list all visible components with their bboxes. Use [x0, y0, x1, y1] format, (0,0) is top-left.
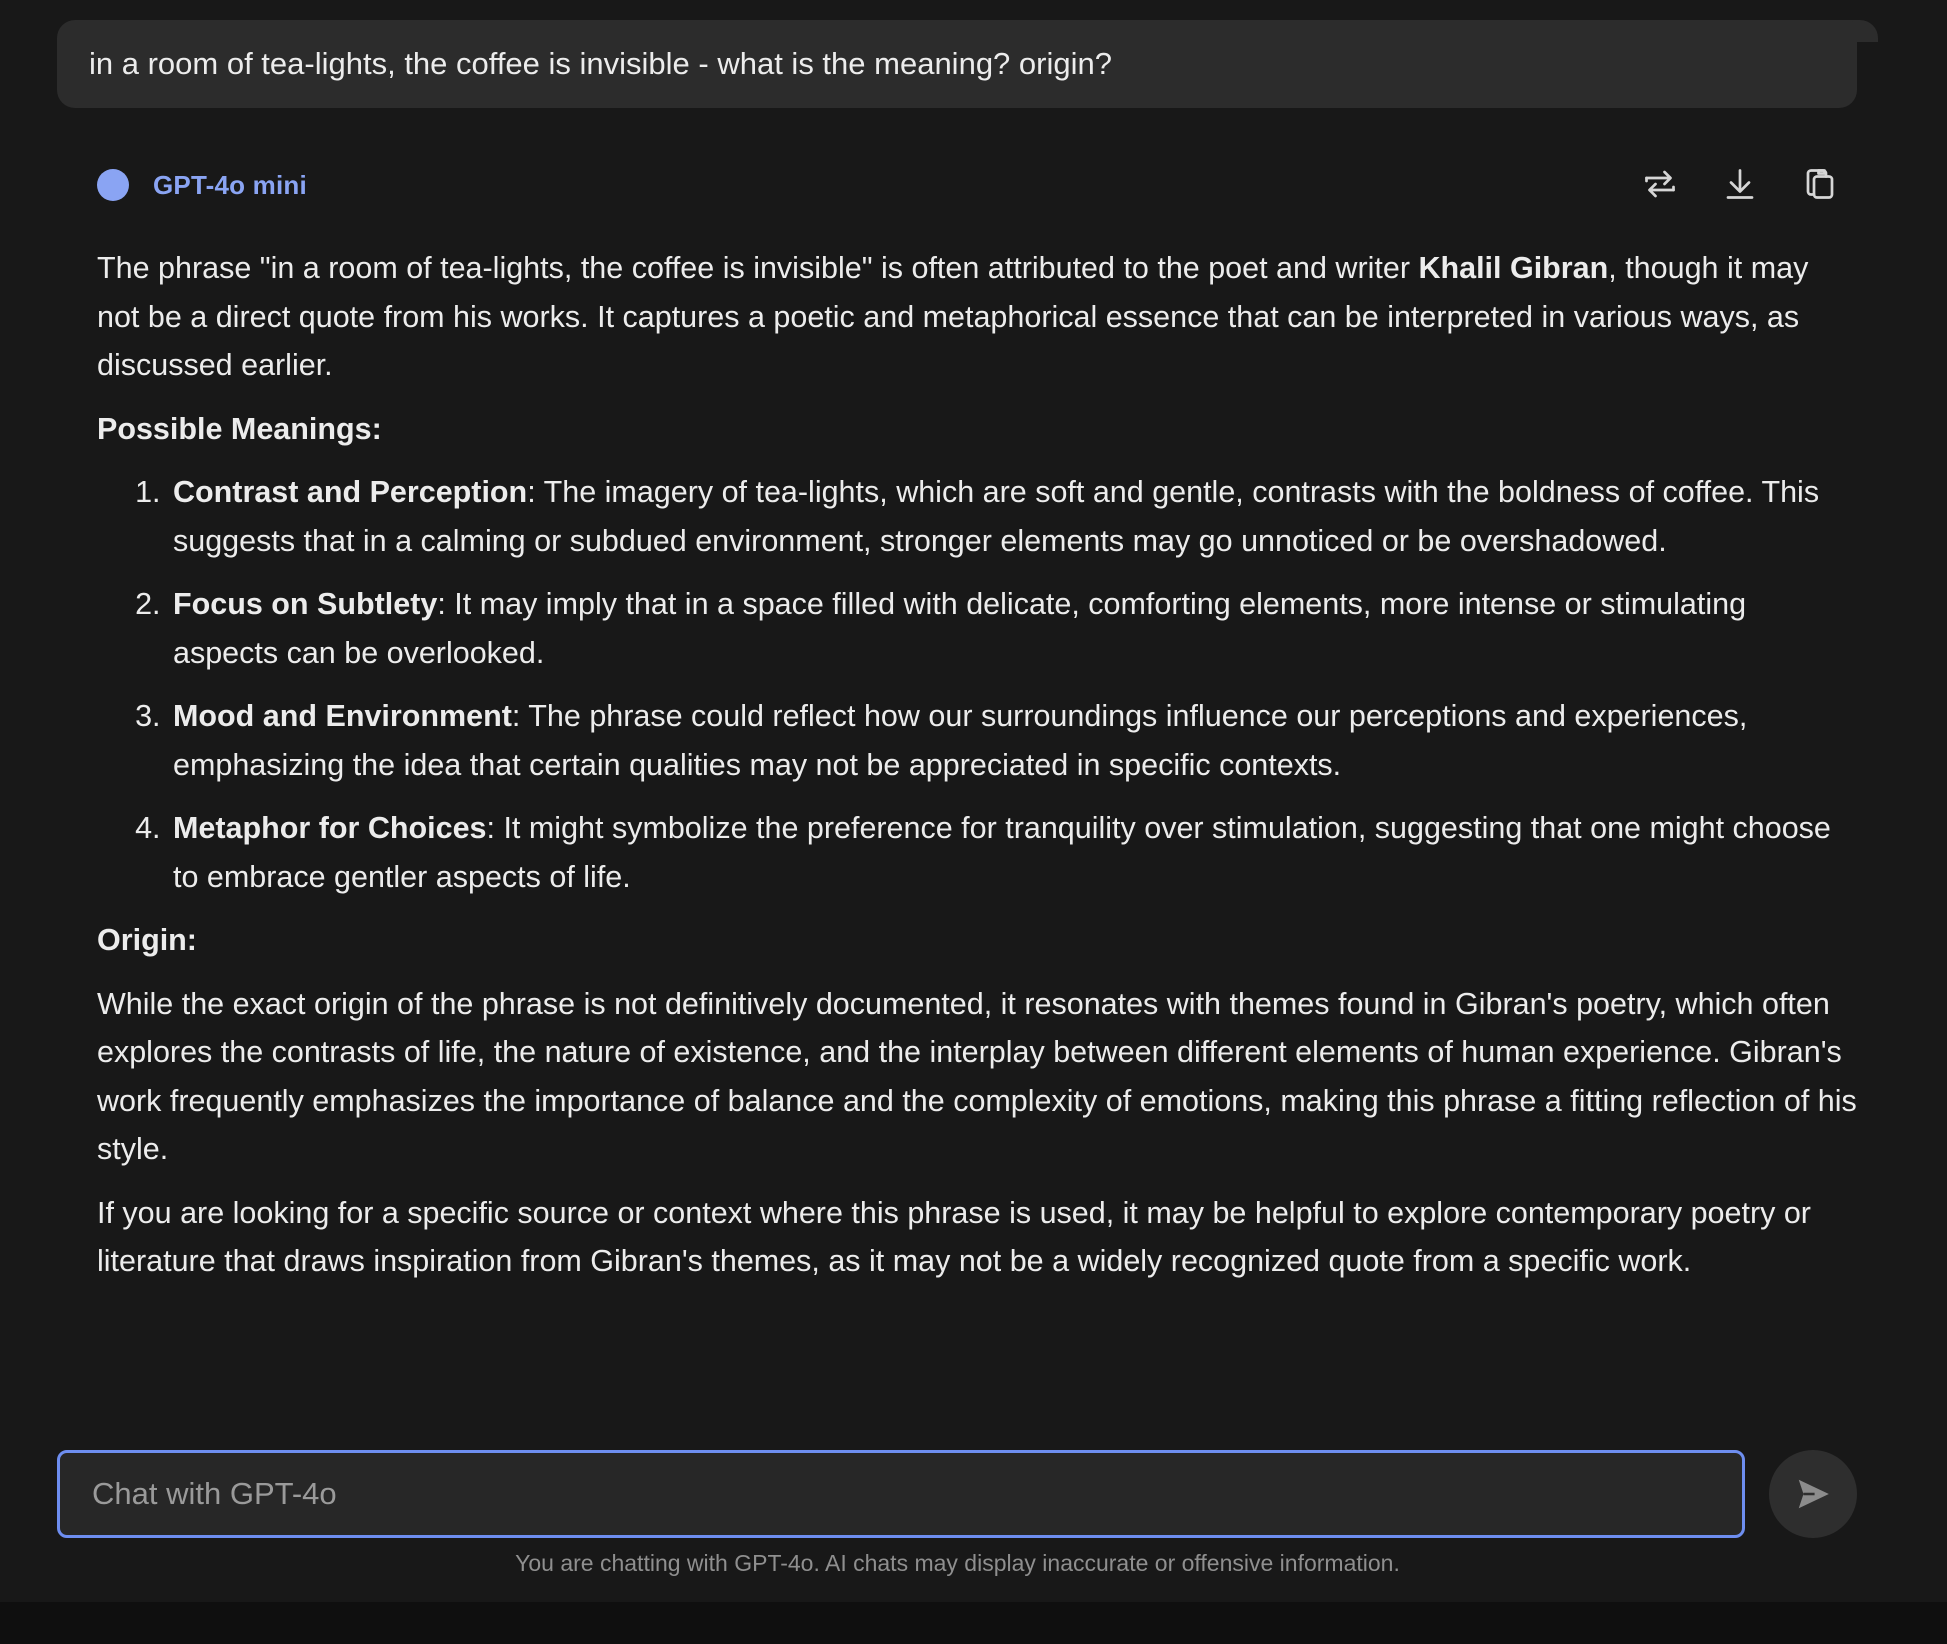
disclaimer: You are chatting with GPT-4o. AI chats may display inaccurate or offensive information.	[515, 1550, 1400, 1576]
list-item	[169, 580, 1857, 677]
meaning-title: Metaphor for Choices	[173, 811, 487, 845]
origin-heading: Origin:	[97, 923, 197, 957]
closing-paragraph: If you are looking for a specific source or context where this phrase is used, it may be helpful to explore contemporary poetry or literature that draws inspiration from Gibran's themes, as it may not be a widely recognized quote from a specific work.	[97, 1195, 1811, 1278]
list-item	[169, 468, 1857, 565]
chat-composer	[57, 1450, 1745, 1538]
bot-avatar	[97, 169, 129, 201]
send-icon	[1794, 1475, 1832, 1513]
response-intro	[97, 244, 1857, 390]
copy-button[interactable]	[1800, 164, 1840, 204]
intro-text-b: , though it may not be a direct quote from his works. It captures a poetic and metaphorical essence that can be interpreted in various ways, as discussed earlier.	[97, 251, 1809, 382]
send-button[interactable]	[1769, 1450, 1857, 1538]
meaning-text: : It may imply that in a space filled with delicate, comforting elements, more intense or stimulating aspects can be overlooked.	[173, 587, 1747, 670]
message-actions	[1640, 164, 1840, 204]
meanings-list	[97, 468, 1857, 901]
intro-bold-name: Khalil Gibran	[1418, 251, 1609, 285]
meaning-text: : It might symbolize the preference for tranquility over stimulation, suggesting that one might choose to embrace gentler aspects of life.	[173, 811, 1831, 894]
bot-header	[97, 168, 307, 202]
regenerate-icon	[1642, 166, 1678, 202]
user-message-text: in a room of tea-lights, the coffee is invisible - what is the meaning? origin?	[89, 46, 1112, 81]
intro-text-a: The phrase "in a room of tea-lights, the coffee is invisible" is often attributed to the poet and writer	[97, 251, 1419, 285]
meaning-text: : The phrase could reflect how our surroundings influence our perceptions and experiences, emphasizing the idea that certain qualities may not be appreciated in specific contexts.	[173, 699, 1748, 782]
download-button[interactable]	[1720, 164, 1760, 204]
meaning-title: Mood and Environment	[173, 699, 512, 733]
meaning-text: : The imagery of tea-lights, which are soft and gentle, contrasts with the boldness of coffee. This suggests that in a calming or subdued environment, stronger elements may go unnoticed or be overshadowed.	[173, 475, 1820, 558]
list-item	[169, 692, 1857, 789]
copy-icon	[1802, 166, 1838, 202]
chat-input[interactable]	[60, 1453, 1742, 1535]
list-item	[169, 804, 1857, 901]
meanings-heading: Possible Meanings:	[97, 411, 382, 446]
download-icon	[1722, 166, 1758, 202]
origin-paragraph: While the exact origin of the phrase is not definitively documented, it resonates with themes found in Gibran's poetry, which often explores the contrasts of life, the nature of existence, and the interplay between different elements of human experience. Gibran's work frequently emphasizes the importance of balance and the complexity of emotions, making this phrase a fitting reflection of his style.	[97, 986, 1857, 1166]
user-message-bubble	[57, 20, 1857, 108]
bot-name: GPT-4o mini	[153, 169, 307, 200]
regenerate-button[interactable]	[1640, 164, 1680, 204]
assistant-response	[97, 244, 1857, 1301]
meaning-title: Focus on Subtlety	[173, 587, 438, 621]
meaning-title: Contrast and Perception	[173, 475, 528, 509]
